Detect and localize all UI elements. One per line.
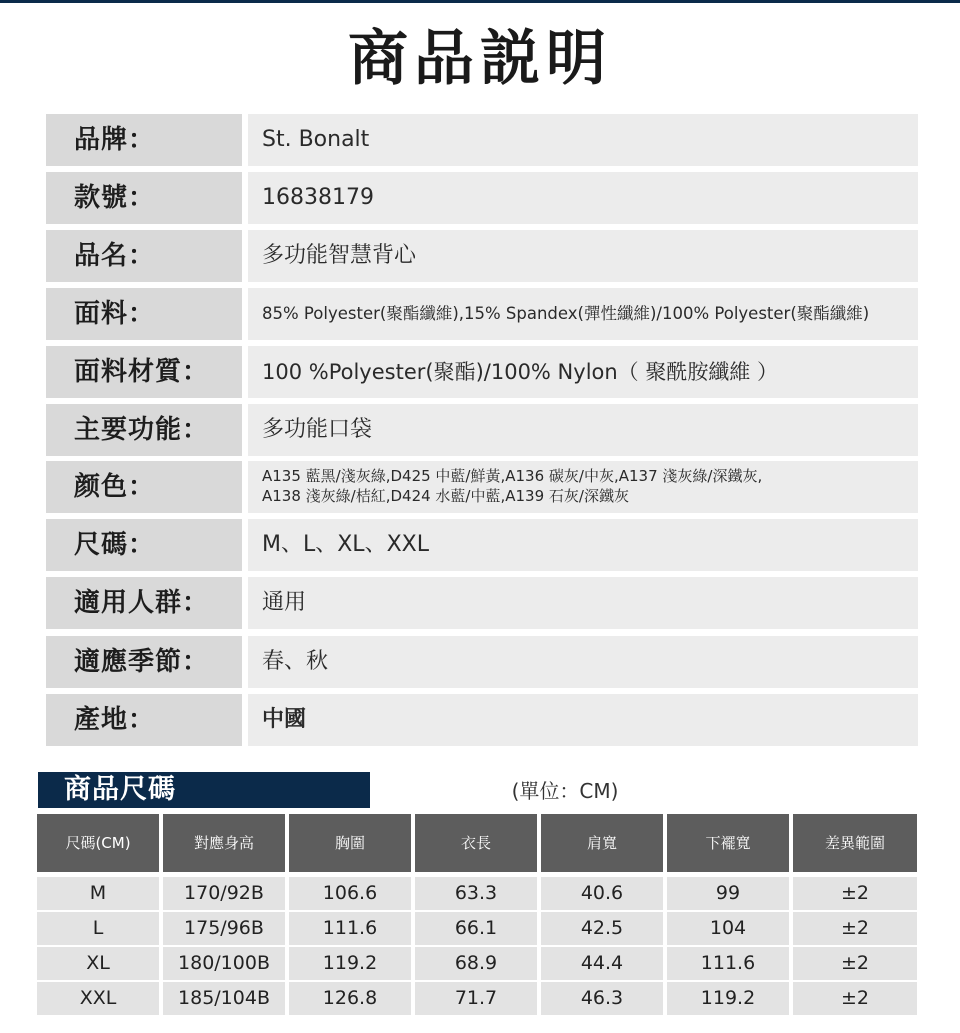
spec-value: St. Bonalt: [248, 114, 918, 166]
color-line-1: A135 藍黑/淺灰綠,D425 中藍/鮮黃,A136 碳灰/中灰,A137 淺灰綠/深鐵灰,: [262, 467, 763, 485]
table-cell: 175/96B: [163, 912, 285, 945]
table-cell: 68.9: [415, 947, 537, 980]
top-rule: [0, 0, 960, 3]
spec-label: 適應季節：: [46, 636, 242, 688]
table-header-cell: 衣長: [415, 814, 537, 872]
table-cell: 99: [667, 877, 789, 910]
spec-label: 適用人群：: [46, 577, 242, 629]
table-cell: 66.1: [415, 912, 537, 945]
spec-row-origin: [46, 694, 918, 746]
table-cell: 119.2: [289, 947, 411, 980]
spec-label: 面料材質：: [46, 346, 242, 398]
spec-value: [248, 461, 918, 513]
table-cell: ±2: [793, 982, 917, 1015]
table-header-cell: 下襬寬: [667, 814, 789, 872]
table-cell: 104: [667, 912, 789, 945]
spec-label: 尺碼：: [46, 519, 242, 571]
spec-value: 多功能口袋: [248, 404, 918, 456]
size-chart-title: 商品尺碼: [38, 772, 370, 808]
table-cell: 63.3: [415, 877, 537, 910]
table-cell: 106.6: [289, 877, 411, 910]
table-cell: 46.3: [541, 982, 663, 1015]
table-header-cell: 胸圍: [289, 814, 411, 872]
table-cell: 111.6: [289, 912, 411, 945]
table-cell: ±2: [793, 947, 917, 980]
unit-note: (單位：CM): [511, 779, 619, 803]
table-cell: 111.6: [667, 947, 789, 980]
table-header-cell: 肩寬: [541, 814, 663, 872]
table-cell: 119.2: [667, 982, 789, 1015]
spec-value: M、L、XL、XXL: [248, 519, 918, 571]
table-cell: 180/100B: [163, 947, 285, 980]
table-cell: ±2: [793, 877, 917, 910]
table-cell: 170/92B: [163, 877, 285, 910]
spec-value: 多功能智慧背心: [248, 230, 918, 282]
table-cell: ±2: [793, 912, 917, 945]
spec-row-size: [46, 519, 918, 571]
page-title: 商品説明: [348, 24, 612, 94]
spec-label: 款號：: [46, 172, 242, 224]
table-cell: XXL: [37, 982, 159, 1015]
spec-row-model: [46, 172, 918, 224]
spec-label: 颜色：: [46, 461, 242, 513]
spec-value: 通用: [248, 577, 918, 629]
spec-row-fabric: [46, 288, 918, 340]
table-cell: 44.4: [541, 947, 663, 980]
spec-value: 85% Polyester(聚酯纖維),15% Spandex(彈性纖維)/100% Polyester(聚酯纖維): [248, 288, 918, 340]
spec-row-function: [46, 404, 918, 456]
spec-label: 主要功能：: [46, 404, 242, 456]
spec-value: 16838179: [248, 172, 918, 224]
color-line-2: A138 淺灰綠/桔紅,D424 水藍/中藍,A139 石灰/深鐵灰: [262, 487, 629, 505]
spec-row-material: [46, 346, 918, 398]
table-cell: XL: [37, 947, 159, 980]
table-cell: 42.5: [541, 912, 663, 945]
spec-label: 產地：: [46, 694, 242, 746]
spec-row-audience: [46, 577, 918, 629]
table-cell: 40.6: [541, 877, 663, 910]
spec-value: 春、秋: [248, 636, 918, 688]
table-cell: 71.7: [415, 982, 537, 1015]
table-cell: 126.8: [289, 982, 411, 1015]
spec-row-season: [46, 636, 918, 688]
table-cell: 185/104B: [163, 982, 285, 1015]
table-header-cell: 對應身高: [163, 814, 285, 872]
spec-label: 面料：: [46, 288, 242, 340]
table-cell: L: [37, 912, 159, 945]
table-cell: M: [37, 877, 159, 910]
spec-value: 100 %Polyester(聚酯)/100% Nylon（ 聚酰胺纖維 ）: [248, 346, 918, 398]
spec-value: 中國: [248, 694, 918, 746]
spec-row-product-name: [46, 230, 918, 282]
table-header-cell: 差異範圍: [793, 814, 917, 872]
spec-row-brand: [46, 114, 918, 166]
spec-row-color: [46, 461, 918, 513]
table-header-cell: 尺碼(CM): [37, 814, 159, 872]
spec-label: 品牌：: [46, 114, 242, 166]
spec-label: 品名：: [46, 230, 242, 282]
